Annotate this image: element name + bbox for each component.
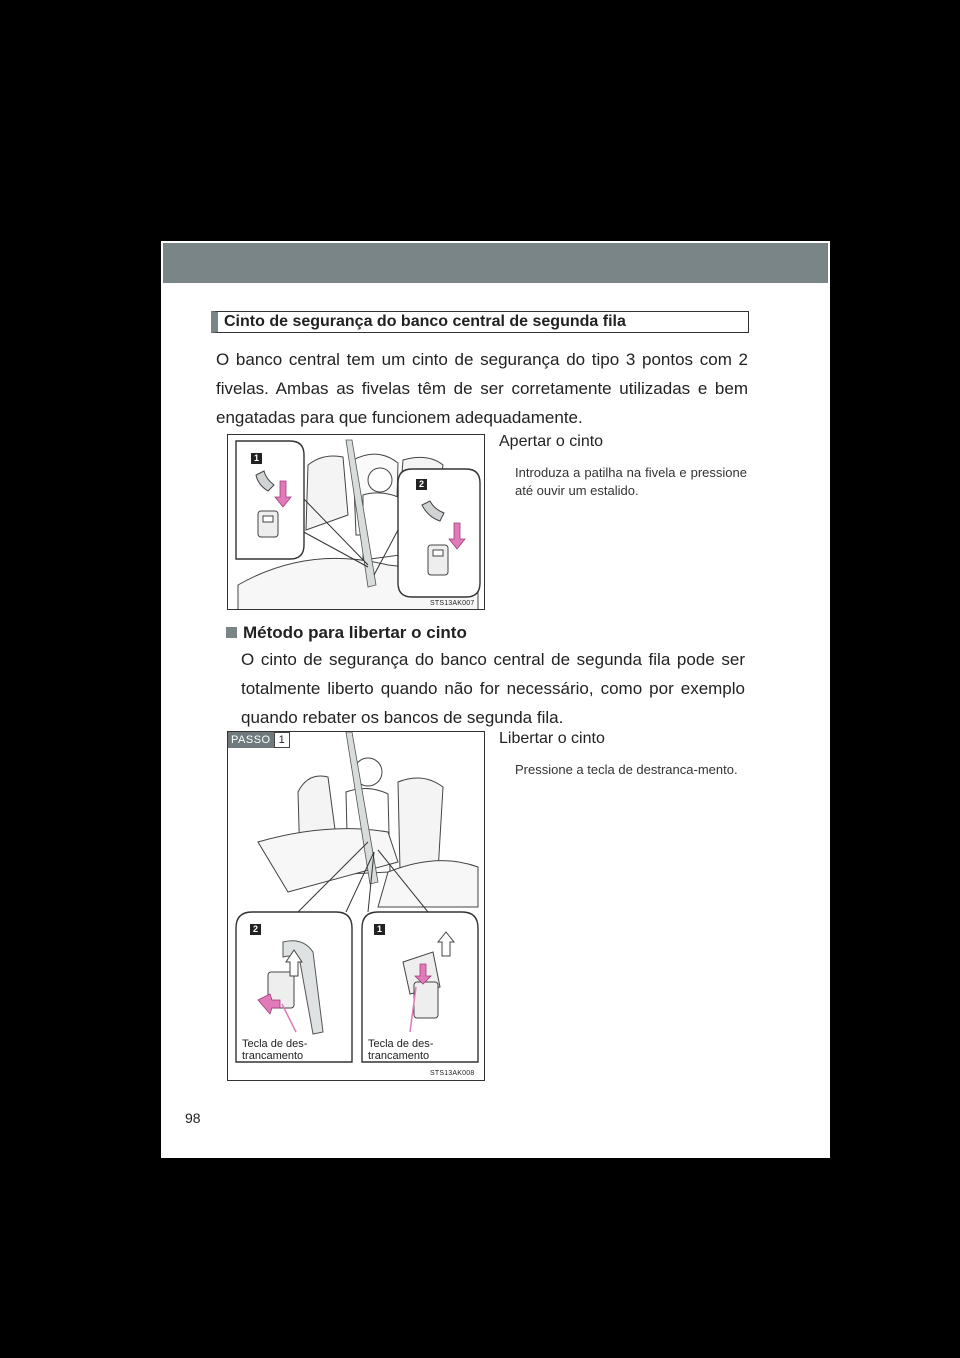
section-title: Cinto de segurança do banco central de segunda fila <box>211 311 749 333</box>
step-title-fasten: Apertar o cinto <box>499 433 604 450</box>
callout-1: 1 <box>251 453 262 464</box>
step-title-release: Libertar o cinto <box>499 730 605 747</box>
manual-page <box>161 241 830 1158</box>
step-desc-release: Pressione a tecla de destranca-mento. <box>515 762 738 777</box>
figure-release-belt <box>227 731 485 1081</box>
callout-2: 2 <box>416 479 427 490</box>
fasten-belt-illustration <box>228 435 485 610</box>
square-bullet-icon <box>226 627 237 638</box>
figure-fasten-belt <box>227 434 485 610</box>
step-number: 1 <box>274 732 290 748</box>
step-word: PASSO <box>228 732 274 748</box>
label-release-button-left: Tecla de des- trancamento <box>242 1038 308 1062</box>
callout-1: 1 <box>374 924 385 935</box>
intro-paragraph: O banco central tem um cinto de segurança do tipo 3 pontos com 2 fivelas. Ambas as fivelas têm de ser corretamente utilizadas e bem engatadas para que funcionem adequadamente. <box>216 350 748 427</box>
release-paragraph: O cinto de segurança do banco central de segunda fila pode ser totalmente liberto quando não for necessário, como por exemplo quando rebater os bancos de segunda fila. <box>241 650 745 727</box>
label-release-button-right: Tecla de des- trancamento <box>368 1038 434 1062</box>
figure-code: STS13AK007 <box>430 600 475 607</box>
release-belt-illustration <box>228 732 485 1081</box>
release-heading: Método para libertar o cinto <box>226 623 467 643</box>
step-desc-fasten: Introduza a patilha na fivela e pressione até ouvir um estalido. <box>515 465 747 498</box>
figure-code: STS13AK008 <box>430 1070 475 1077</box>
step-label <box>228 732 290 748</box>
page-number: 98 <box>185 1110 201 1126</box>
callout-2: 2 <box>250 924 261 935</box>
header-bar <box>163 243 828 283</box>
